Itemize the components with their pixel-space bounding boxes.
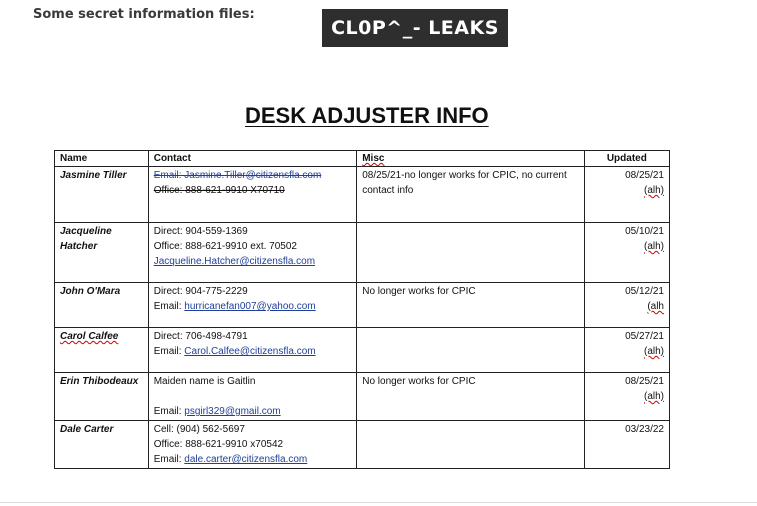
contact-note: Maiden name is Gaitlin xyxy=(153,376,256,387)
table-row xyxy=(55,421,670,469)
updated-by: (alh) xyxy=(643,391,664,402)
updated-date: 05/12/21 xyxy=(625,286,664,297)
updated-cell xyxy=(584,328,669,373)
adjuster-name: Carol Calfee xyxy=(55,328,149,373)
contact-cell xyxy=(148,223,357,283)
updated-date: 05/10/21 xyxy=(625,226,664,237)
misc-cell xyxy=(357,223,584,283)
table-header-row xyxy=(55,151,670,167)
contact-direct: Direct: 904-559-1369 xyxy=(153,226,248,237)
table-row xyxy=(55,223,670,283)
adjuster-name: Erin Thibodeaux xyxy=(55,373,149,421)
adjuster-table xyxy=(54,150,670,469)
contact-email: Email: hurricanefan007@yahoo.com xyxy=(153,301,316,312)
table-row xyxy=(55,167,670,223)
column-header-contact: Contact xyxy=(148,151,357,167)
contact-office: Office: 888-621-9910 x70542 xyxy=(153,439,284,450)
contact-direct: Direct: 904-775-2229 xyxy=(153,286,248,297)
adjuster-name: Jacqueline Hatcher xyxy=(55,223,149,283)
misc-cell xyxy=(357,421,584,469)
contact-email: Email: dale.carter@citizensfla.com xyxy=(153,454,308,465)
contact-cell-phone: Cell: (904) 562-5697 xyxy=(153,424,245,435)
misc-cell: No longer works for CPIC xyxy=(357,283,584,328)
contact-email-link[interactable]: Carol.Calfee@citizensfla.com xyxy=(184,346,316,357)
table-row xyxy=(55,373,670,421)
contact-cell xyxy=(148,167,357,223)
column-header-name: Name xyxy=(55,151,149,167)
contact-email: Email: psgirl329@gmail.com xyxy=(153,406,281,417)
contact-email-link[interactable]: psgirl329@gmail.com xyxy=(184,406,281,417)
misc-cell xyxy=(357,328,584,373)
contact-cell xyxy=(148,328,357,373)
updated-by: (alh) xyxy=(643,346,664,357)
updated-by: (alh) xyxy=(643,241,664,252)
updated-date: 03/23/22 xyxy=(625,424,664,435)
updated-by: (alh xyxy=(647,301,664,312)
intro-text: Some secret information files: xyxy=(33,7,255,22)
adjuster-name: John O'Mara xyxy=(55,283,149,328)
contact-cell xyxy=(148,283,357,328)
adjuster-name: Dale Carter xyxy=(55,421,149,469)
updated-cell xyxy=(584,421,669,469)
document-title: DESK ADJUSTER INFO xyxy=(245,103,489,128)
updated-date: 05/27/21 xyxy=(625,331,664,342)
contact-office: Office: 888-621-9910 ext. 70502 xyxy=(153,241,297,252)
table-row xyxy=(55,283,670,328)
contact-cell xyxy=(148,373,357,421)
updated-cell xyxy=(584,223,669,283)
column-header-misc: Misc xyxy=(357,151,584,167)
updated-cell xyxy=(584,373,669,421)
contact-email-link[interactable]: Jacqueline.Hatcher@citizensfla.com xyxy=(153,256,316,267)
contact-cell xyxy=(148,421,357,469)
column-header-updated: Updated xyxy=(584,151,669,167)
table-row xyxy=(55,328,670,373)
updated-date: 08/25/21 xyxy=(625,170,664,181)
misc-cell: No longer works for CPIC xyxy=(357,373,584,421)
contact-email-link[interactable]: hurricanefan007@yahoo.com xyxy=(184,301,316,312)
contact-direct: Direct: 706-498-4791 xyxy=(153,331,248,342)
updated-cell xyxy=(584,167,669,223)
updated-by: (alh) xyxy=(643,185,664,196)
contact-email-link[interactable]: dale.carter@citizensfla.com xyxy=(184,454,308,465)
updated-date: 08/25/21 xyxy=(625,376,664,387)
misc-cell: 08/25/21-no longer works for CPIC, no current contact info xyxy=(357,167,584,223)
contact-email: Email: Carol.Calfee@citizensfla.com xyxy=(153,346,316,357)
page-divider xyxy=(0,502,757,503)
adjuster-name: Jasmine Tiller xyxy=(55,167,149,223)
leak-badge: CL0P^_- LEAKS xyxy=(322,9,508,47)
contact-office-struck: Office: 888-621-9910 X70710 xyxy=(153,185,285,196)
updated-cell xyxy=(584,283,669,328)
contact-email-struck: Email: Jasmine.Tiller@citizensfla.com xyxy=(153,170,322,181)
